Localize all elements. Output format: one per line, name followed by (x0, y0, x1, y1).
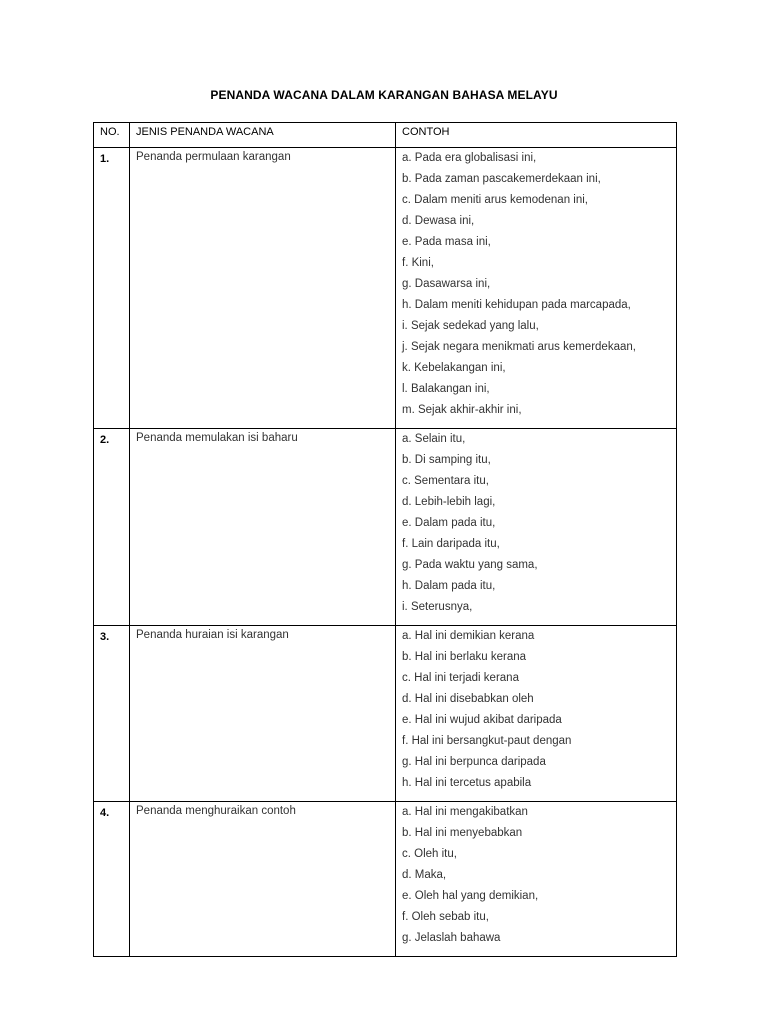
list-item: i. Seterusnya, (402, 601, 473, 613)
list-item: e. Dalam pada itu, (402, 517, 496, 529)
header-no (94, 123, 130, 148)
cell-no (94, 802, 130, 957)
cell-contoh (396, 148, 677, 429)
header-jenis-label: JENIS PENANDA WACANA (136, 126, 274, 138)
list-item: b. Hal ini berlaku kerana (402, 651, 527, 663)
cell-jenis (130, 148, 396, 429)
list-item: m. Sejak akhir-akhir ini, (402, 404, 522, 416)
cell-no (94, 148, 130, 429)
list-item: c. Hal ini terjadi kerana (402, 672, 519, 684)
list-item: g. Dasawarsa ini, (402, 278, 491, 290)
discourse-marker-table (93, 122, 677, 957)
cell-no (94, 626, 130, 802)
row-number: 4. (100, 807, 110, 819)
list-item: k. Kebelakangan ini, (402, 362, 506, 374)
list-item: a. Selain itu, (402, 433, 466, 445)
header-contoh (396, 123, 677, 148)
cell-jenis (130, 429, 396, 626)
list-item: g. Jelaslah bahawa (402, 932, 501, 944)
cell-jenis (130, 802, 396, 957)
list-item: l. Balakangan ini, (402, 383, 490, 395)
list-item: c. Oleh itu, (402, 848, 457, 860)
example-list (396, 148, 676, 428)
list-item: f. Oleh sebab itu, (402, 911, 489, 923)
list-item: e. Hal ini wujud akibat daripada (402, 714, 562, 726)
row-number: 3. (100, 631, 110, 643)
list-item: j. Sejak negara menikmati arus kemerdekaan, (402, 341, 636, 353)
list-item: b. Di samping itu, (402, 454, 491, 466)
marker-type: Penanda memulakan isi baharu (136, 432, 298, 444)
cell-contoh (396, 626, 677, 802)
list-item: d. Maka, (402, 869, 447, 881)
cell-no (94, 429, 130, 626)
list-item: a. Pada era globalisasi ini, (402, 152, 537, 164)
table-row (94, 802, 677, 957)
example-list (396, 429, 676, 625)
marker-type: Penanda huraian isi karangan (136, 629, 289, 641)
page-title: PENANDA WACANA DALAM KARANGAN BAHASA MELAYU (210, 88, 558, 102)
table-header-row (94, 123, 677, 148)
list-item: h. Dalam pada itu, (402, 580, 496, 592)
list-item: b. Hal ini menyebabkan (402, 827, 523, 839)
table-row (94, 626, 677, 802)
list-item: a. Hal ini mengakibatkan (402, 806, 528, 818)
marker-type: Penanda permulaan karangan (136, 151, 291, 163)
list-item: i. Sejak sedekad yang lalu, (402, 320, 539, 332)
list-item: b. Pada zaman pascakemerdekaan ini, (402, 173, 601, 185)
row-number: 1. (100, 153, 110, 165)
header-no-label: NO. (100, 126, 120, 138)
header-contoh-label: CONTOH (402, 126, 450, 138)
list-item: f. Hal ini bersangkut-paut dengan (402, 735, 572, 747)
list-item: h. Dalam meniti kehidupan pada marcapada, (402, 299, 631, 311)
list-item: f. Kini, (402, 257, 434, 269)
table-row (94, 429, 677, 626)
list-item: h. Hal ini tercetus apabila (402, 777, 532, 789)
list-item: c. Sementara itu, (402, 475, 489, 487)
list-item: e. Pada masa ini, (402, 236, 491, 248)
example-list (396, 802, 676, 956)
example-list (396, 626, 676, 801)
list-item: d. Lebih-lebih lagi, (402, 496, 496, 508)
list-item: d. Dewasa ini, (402, 215, 475, 227)
header-jenis (130, 123, 396, 148)
list-item: f. Lain daripada itu, (402, 538, 500, 550)
list-item: e. Oleh hal yang demikian, (402, 890, 539, 902)
list-item: a. Hal ini demikian kerana (402, 630, 535, 642)
cell-jenis (130, 626, 396, 802)
cell-contoh (396, 802, 677, 957)
list-item: c. Dalam meniti arus kemodenan ini, (402, 194, 588, 206)
list-item: g. Hal ini berpunca daripada (402, 756, 546, 768)
cell-contoh (396, 429, 677, 626)
marker-type: Penanda menghuraikan contoh (136, 805, 296, 817)
table-row (94, 148, 677, 429)
list-item: g. Pada waktu yang sama, (402, 559, 538, 571)
list-item: d. Hal ini disebabkan oleh (402, 693, 534, 705)
row-number: 2. (100, 434, 110, 446)
